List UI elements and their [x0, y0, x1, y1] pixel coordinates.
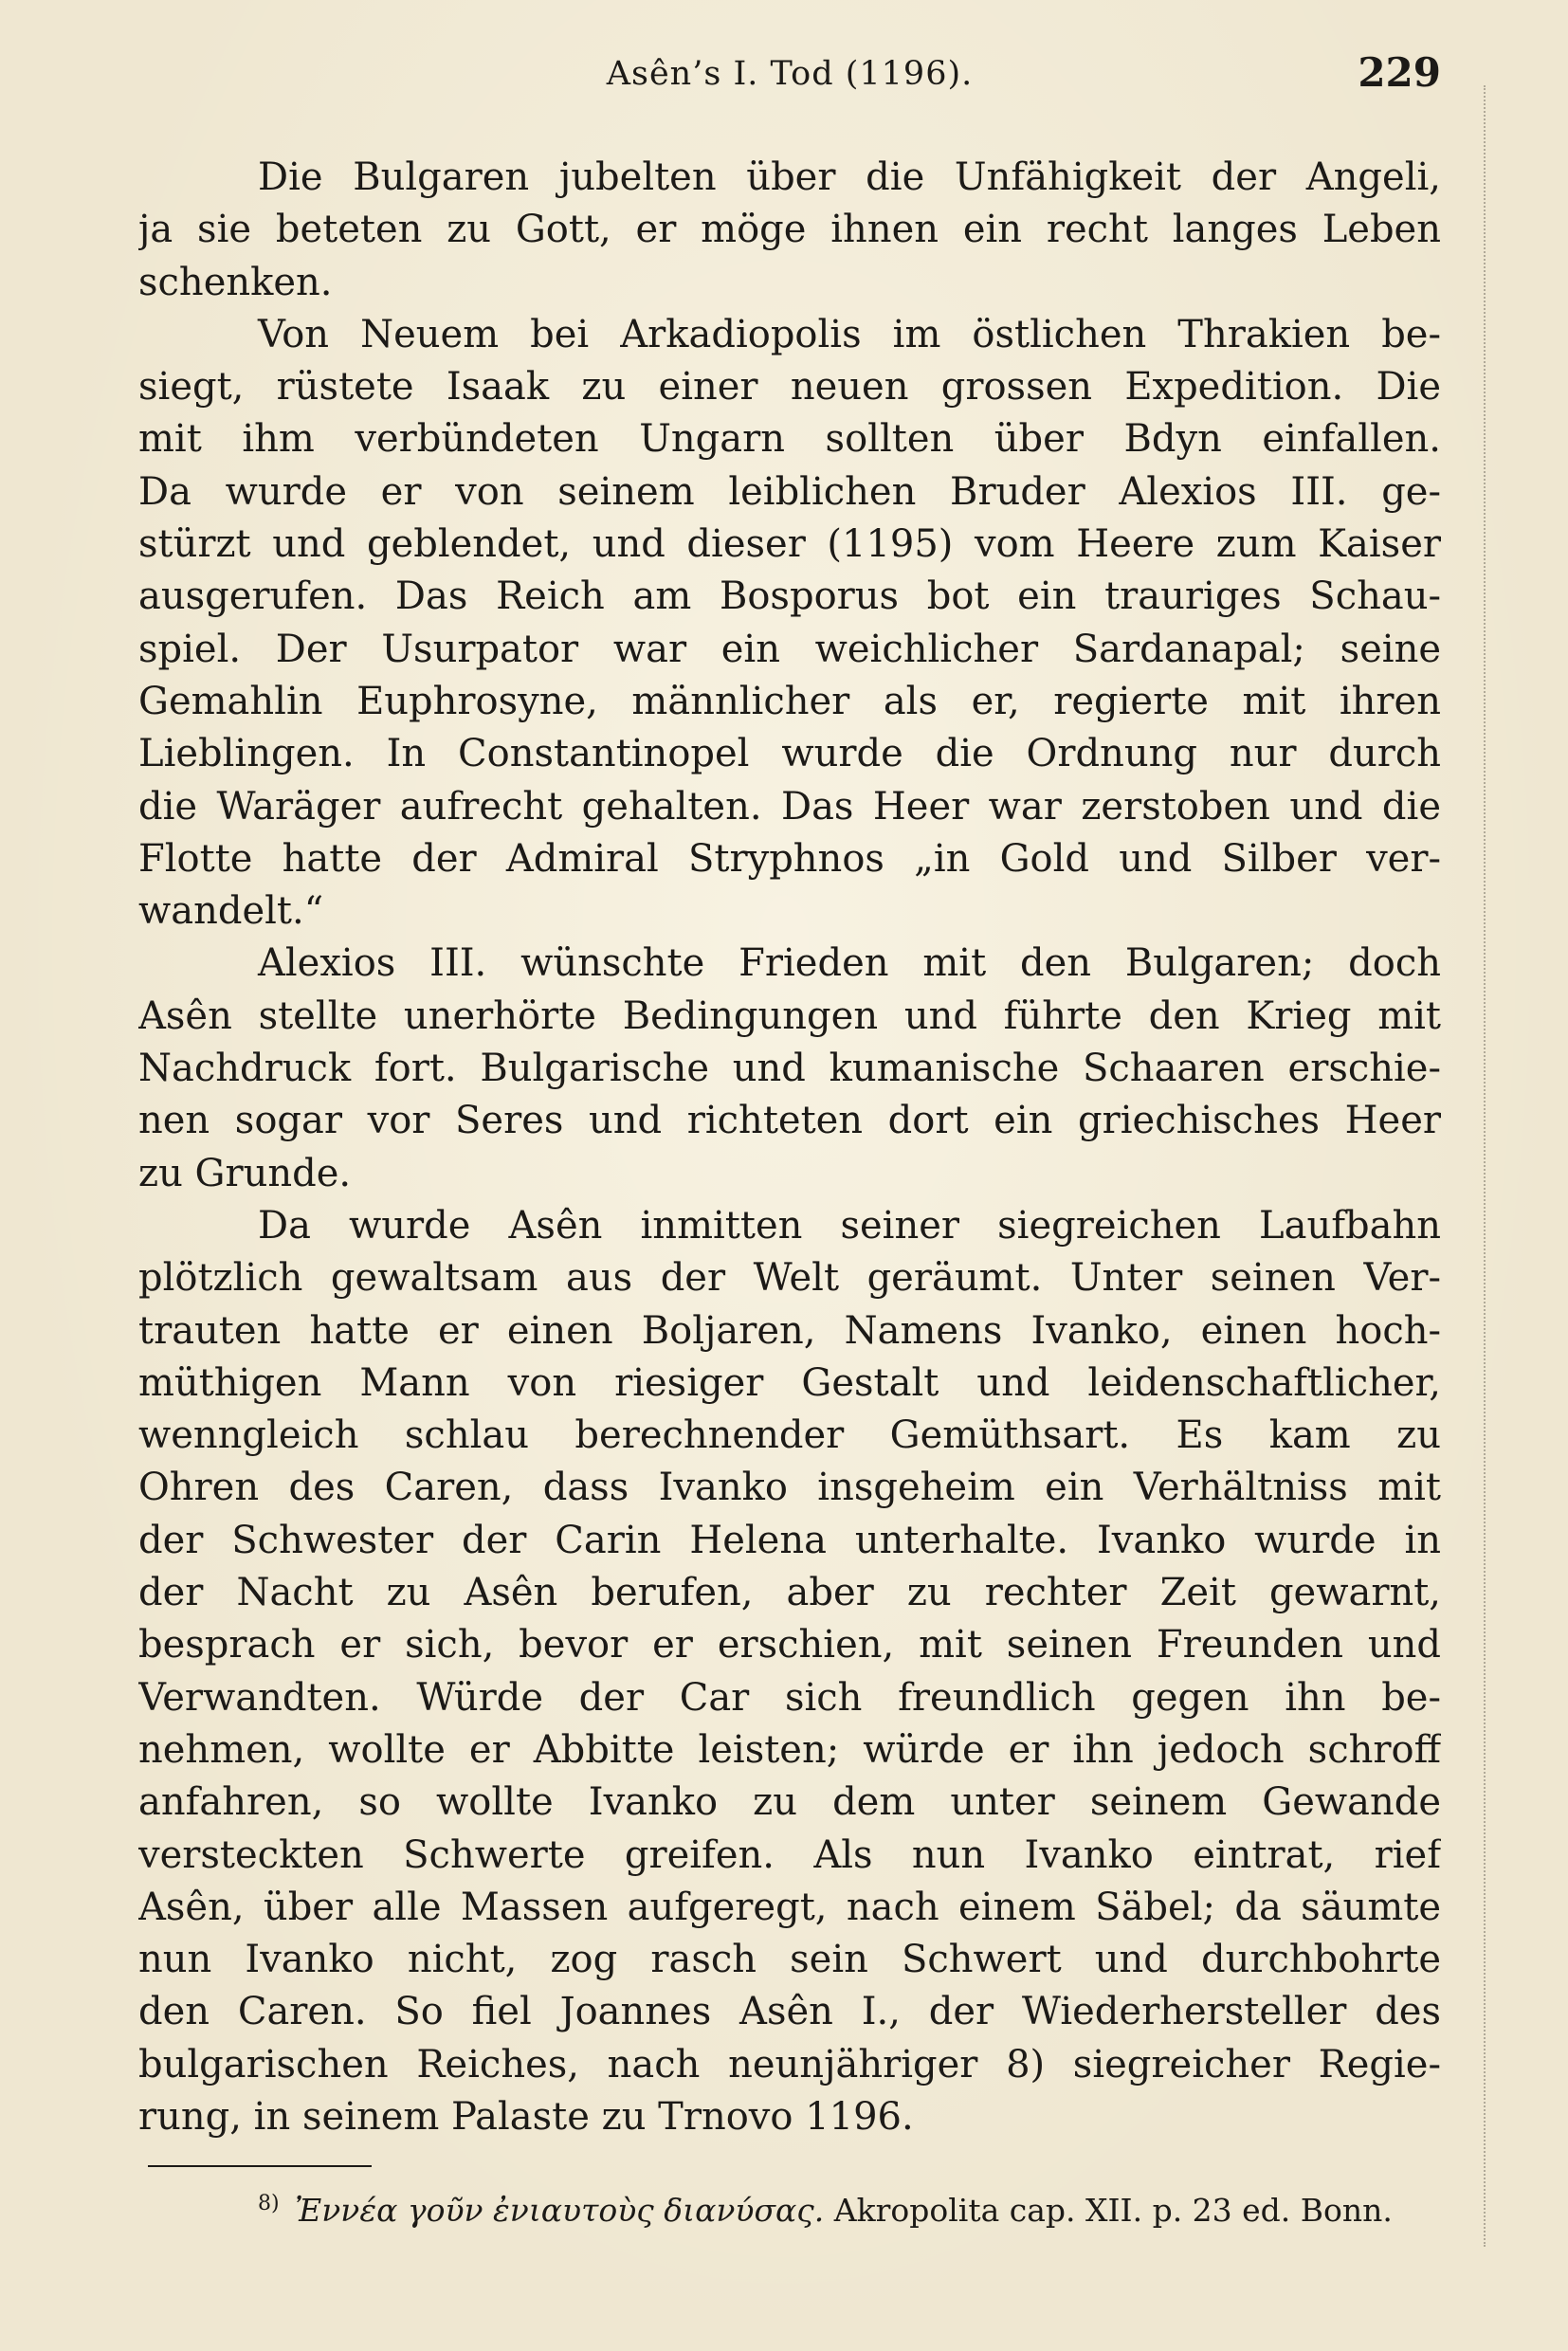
- text-line: nehmen, wollte er Abbitte leisten; würde er ihn jedoch schroff: [138, 1727, 1441, 1772]
- text-line: der Nacht zu Asên berufen, aber zu rechter Zeit gewarnt,: [138, 1571, 1441, 1615]
- text-line: mit ihm verbündeten Ungarn sollten über Bdyn einfallen.: [138, 417, 1441, 462]
- text-line: nen sogar vor Seres und richteten dort ein griechisches Heer: [138, 1099, 1441, 1143]
- text-line: plötzlich gewaltsam aus der Welt geräumt. Unter seinen Ver-: [138, 1256, 1441, 1301]
- text-line: der Schwester der Carin Helena unterhalte. Ivanko wurde in: [138, 1518, 1441, 1562]
- text-line: Alexios III. wünschte Frieden mit den Bulgaren; doch: [258, 941, 1441, 986]
- text-line: stürzt und geblendet, und dieser (1195) vom Heere zum Kaiser: [138, 522, 1441, 567]
- text-line: bulgarischen Reiches, nach neunjähriger 8) siegreicher Regie-: [138, 2042, 1441, 2087]
- text-line: ausgerufen. Das Reich am Bosporus bot ein trauriges Schau-: [138, 574, 1441, 619]
- text-line: rung, in seinem Palaste zu Trnovo 1196.: [138, 2094, 914, 2139]
- page-edge-mark: [1484, 85, 1486, 2247]
- footnote-marker: 8): [258, 2192, 280, 2215]
- text-line: Da wurde er von seinem leiblichen Bruder Alexios III. ge-: [138, 469, 1441, 514]
- text-line: Da wurde Asên inmitten seiner siegreichen Laufbahn: [258, 1203, 1441, 1248]
- text-line: Flotte hatte der Admiral Stryphnos „in Gold und Silber ver-: [138, 836, 1441, 881]
- text-line: Gemahlin Euphrosyne, männlicher als er, regierte mit ihren: [138, 679, 1441, 723]
- text-line: Verwandten. Würde der Car sich freundlich gegen ihn be-: [138, 1675, 1441, 1720]
- text-line: Nachdruck fort. Bulgarische und kumanische Schaaren erschie-: [138, 1047, 1441, 1091]
- text-line: wenngleich schlau berechnender Gemüthsart. Es kam zu: [138, 1413, 1441, 1458]
- text-line: zu Grunde.: [138, 1151, 352, 1195]
- text-line: versteckten Schwerte greifen. Als nun Ivanko eintrat, rief: [138, 1832, 1441, 1877]
- text-line: den Caren. So fiel Joannes Asên I., der Wiederhersteller des: [138, 1990, 1441, 2034]
- text-line: besprach er sich, bevor er erschien, mit seinen Freunden und: [138, 1623, 1441, 1668]
- text-line: anfahren, so wollte Ivanko zu dem unter seinem Gewande: [138, 1780, 1441, 1825]
- text-line: Die Bulgaren jubelten über die Unfähigkeit der Angeli,: [258, 155, 1441, 199]
- text-line: ja sie beteten zu Gott, er möge ihnen ein recht langes Leben: [138, 208, 1441, 252]
- running-head: Asên’s I. Tod (1196).: [606, 55, 974, 93]
- footnote-greek-quote: Ἐννέα γοῦν ἐνιαυτοὺς διανύσας.: [295, 2192, 825, 2229]
- text-line: schenken.: [138, 260, 333, 304]
- text-line: spiel. Der Usurpator war ein weichlicher Sardanapal; seine: [138, 627, 1441, 671]
- page-header: [138, 49, 1441, 106]
- text-line: Von Neuem bei Arkadiopolis im östlichen Thrakien be-: [258, 312, 1441, 356]
- text-line: die Waräger aufrecht gehalten. Das Heer war zerstoben und die: [138, 784, 1441, 829]
- body-text: [138, 152, 1441, 2143]
- text-line: Asên, über alle Massen aufgeregt, nach einem Säbel; da säumte: [138, 1885, 1441, 1929]
- text-line: Ohren des Caren, dass Ivanko insgeheim ein Verhältniss mit: [138, 1466, 1441, 1510]
- page-number: 229: [1358, 49, 1441, 96]
- text-line: Lieblingen. In Constantinopel wurde die Ordnung nur durch: [138, 732, 1441, 776]
- text-line: müthigen Mann von riesiger Gestalt und leidenschaftlicher,: [138, 1360, 1441, 1405]
- footnote-source: Akropolita cap. XII. p. 23 ed. Bonn.: [833, 2192, 1393, 2229]
- text-line: trauten hatte er einen Boljaren, Namens Ivanko, einen hoch-: [138, 1308, 1441, 1353]
- footnote: [138, 2180, 1441, 2234]
- text-line: wandelt.“: [138, 889, 324, 934]
- text-line: siegt, rüstete Isaak zu einer neuen grossen Expedition. Die: [138, 365, 1441, 410]
- footnote-rule: [148, 2165, 372, 2167]
- text-line: nun Ivanko nicht, zog rasch sein Schwert und durchbohrte: [138, 1938, 1441, 1982]
- text-line: Asên stellte unerhörte Bedingungen und führte den Krieg mit: [138, 993, 1441, 1038]
